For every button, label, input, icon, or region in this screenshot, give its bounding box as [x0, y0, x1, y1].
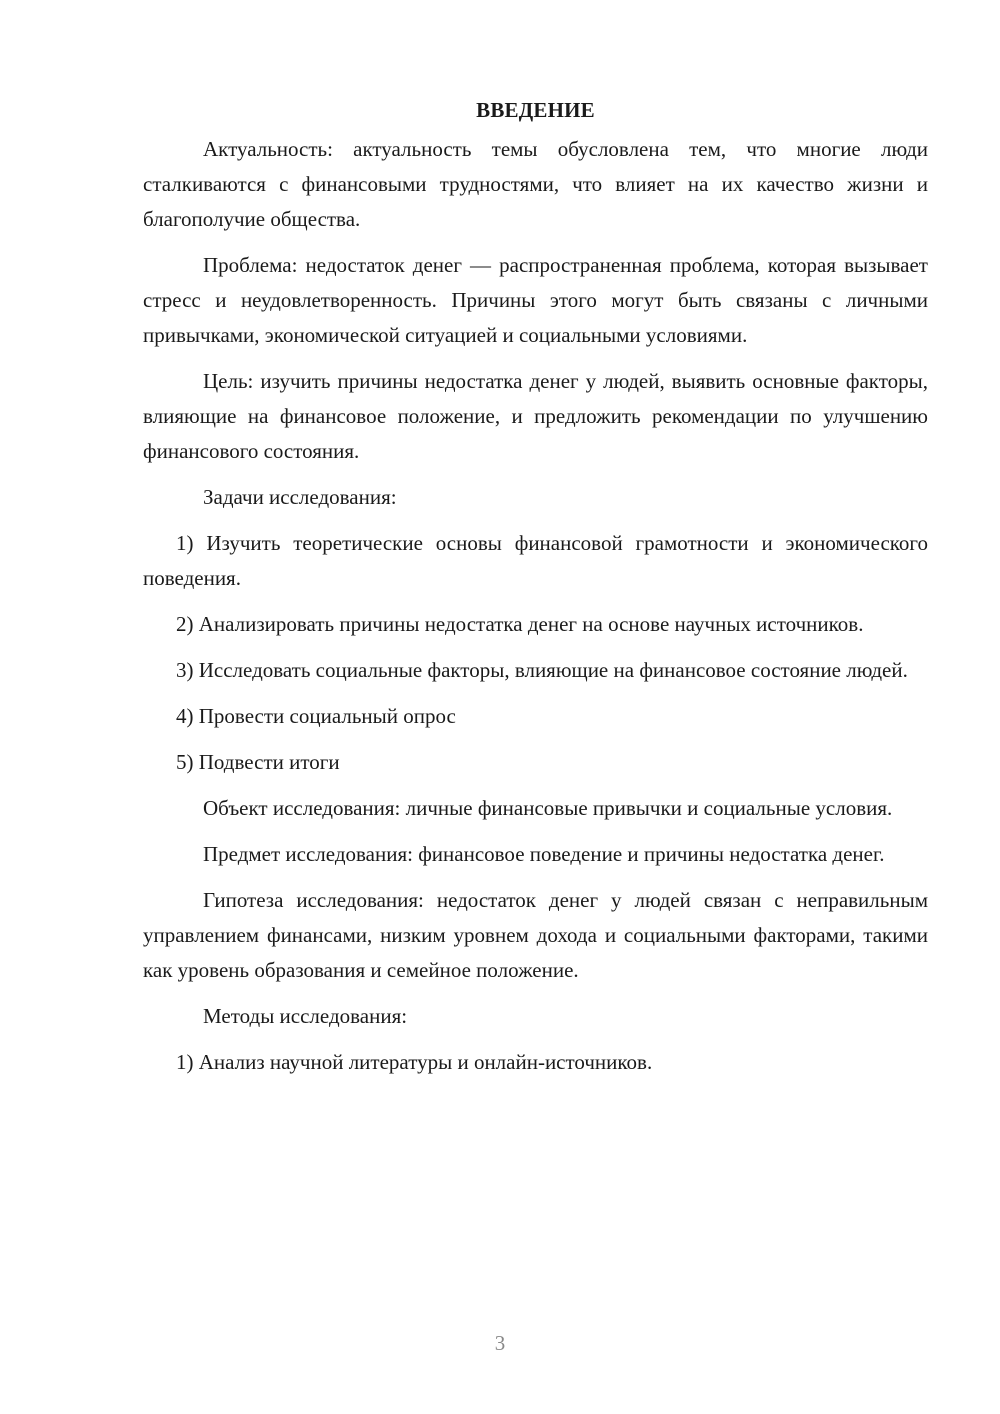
object-paragraph: Объект исследования: личные финансовые привычки и социальные условия.: [203, 796, 893, 820]
section-title: ВВЕДЕНИЕ: [476, 98, 595, 122]
methods-heading: Методы исследования:: [203, 1004, 408, 1028]
method-item-1: 1) Анализ научной литературы и онлайн-источников.: [176, 1050, 653, 1074]
subject-paragraph: Предмет исследования: финансовое поведение и причины недостатка денег.: [203, 842, 885, 866]
tasks-heading: Задачи исследования:: [203, 485, 397, 509]
page-number: 3: [494, 1331, 506, 1355]
problem-paragraph: Проблема: недостаток денег — распространенная проблема, которая вызывает стресс и неудовлетворенность. Причины этого могут быть связаны с личными привычками, экономической ситуацией и социальными условиями.: [143, 253, 928, 347]
relevance-paragraph: Актуальность: актуальность темы обусловлена тем, что многие люди сталкиваются с финансовыми трудностями, что влияет на их качество жизни и благополучие общества.: [143, 137, 928, 231]
task-item-1: 1) Изучить теоретические основы финансовой грамотности и экономического поведения.: [143, 531, 928, 590]
hypothesis-paragraph: Гипотеза исследования: недостаток денег у людей связан с неправильным управлением финансами, низким уровнем дохода и социальными факторами, такими как уровень образования и семейное положение.: [143, 888, 928, 982]
task-item-3: 3) Исследовать социальные факторы, влияющие на финансовое состояние людей.: [176, 658, 908, 682]
task-item-2: 2) Анализировать причины недостатка денег на основе научных источников.: [176, 612, 864, 636]
task-item-4: 4) Провести социальный опрос: [176, 704, 456, 728]
document-page: [143, 92, 928, 1091]
task-item-5: 5) Подвести итоги: [176, 750, 340, 774]
goal-paragraph: Цель: изучить причины недостатка денег у людей, выявить основные факторы, влияющие на финансовое положение, и предложить рекомендации по улучшению финансового состояния.: [143, 369, 928, 463]
